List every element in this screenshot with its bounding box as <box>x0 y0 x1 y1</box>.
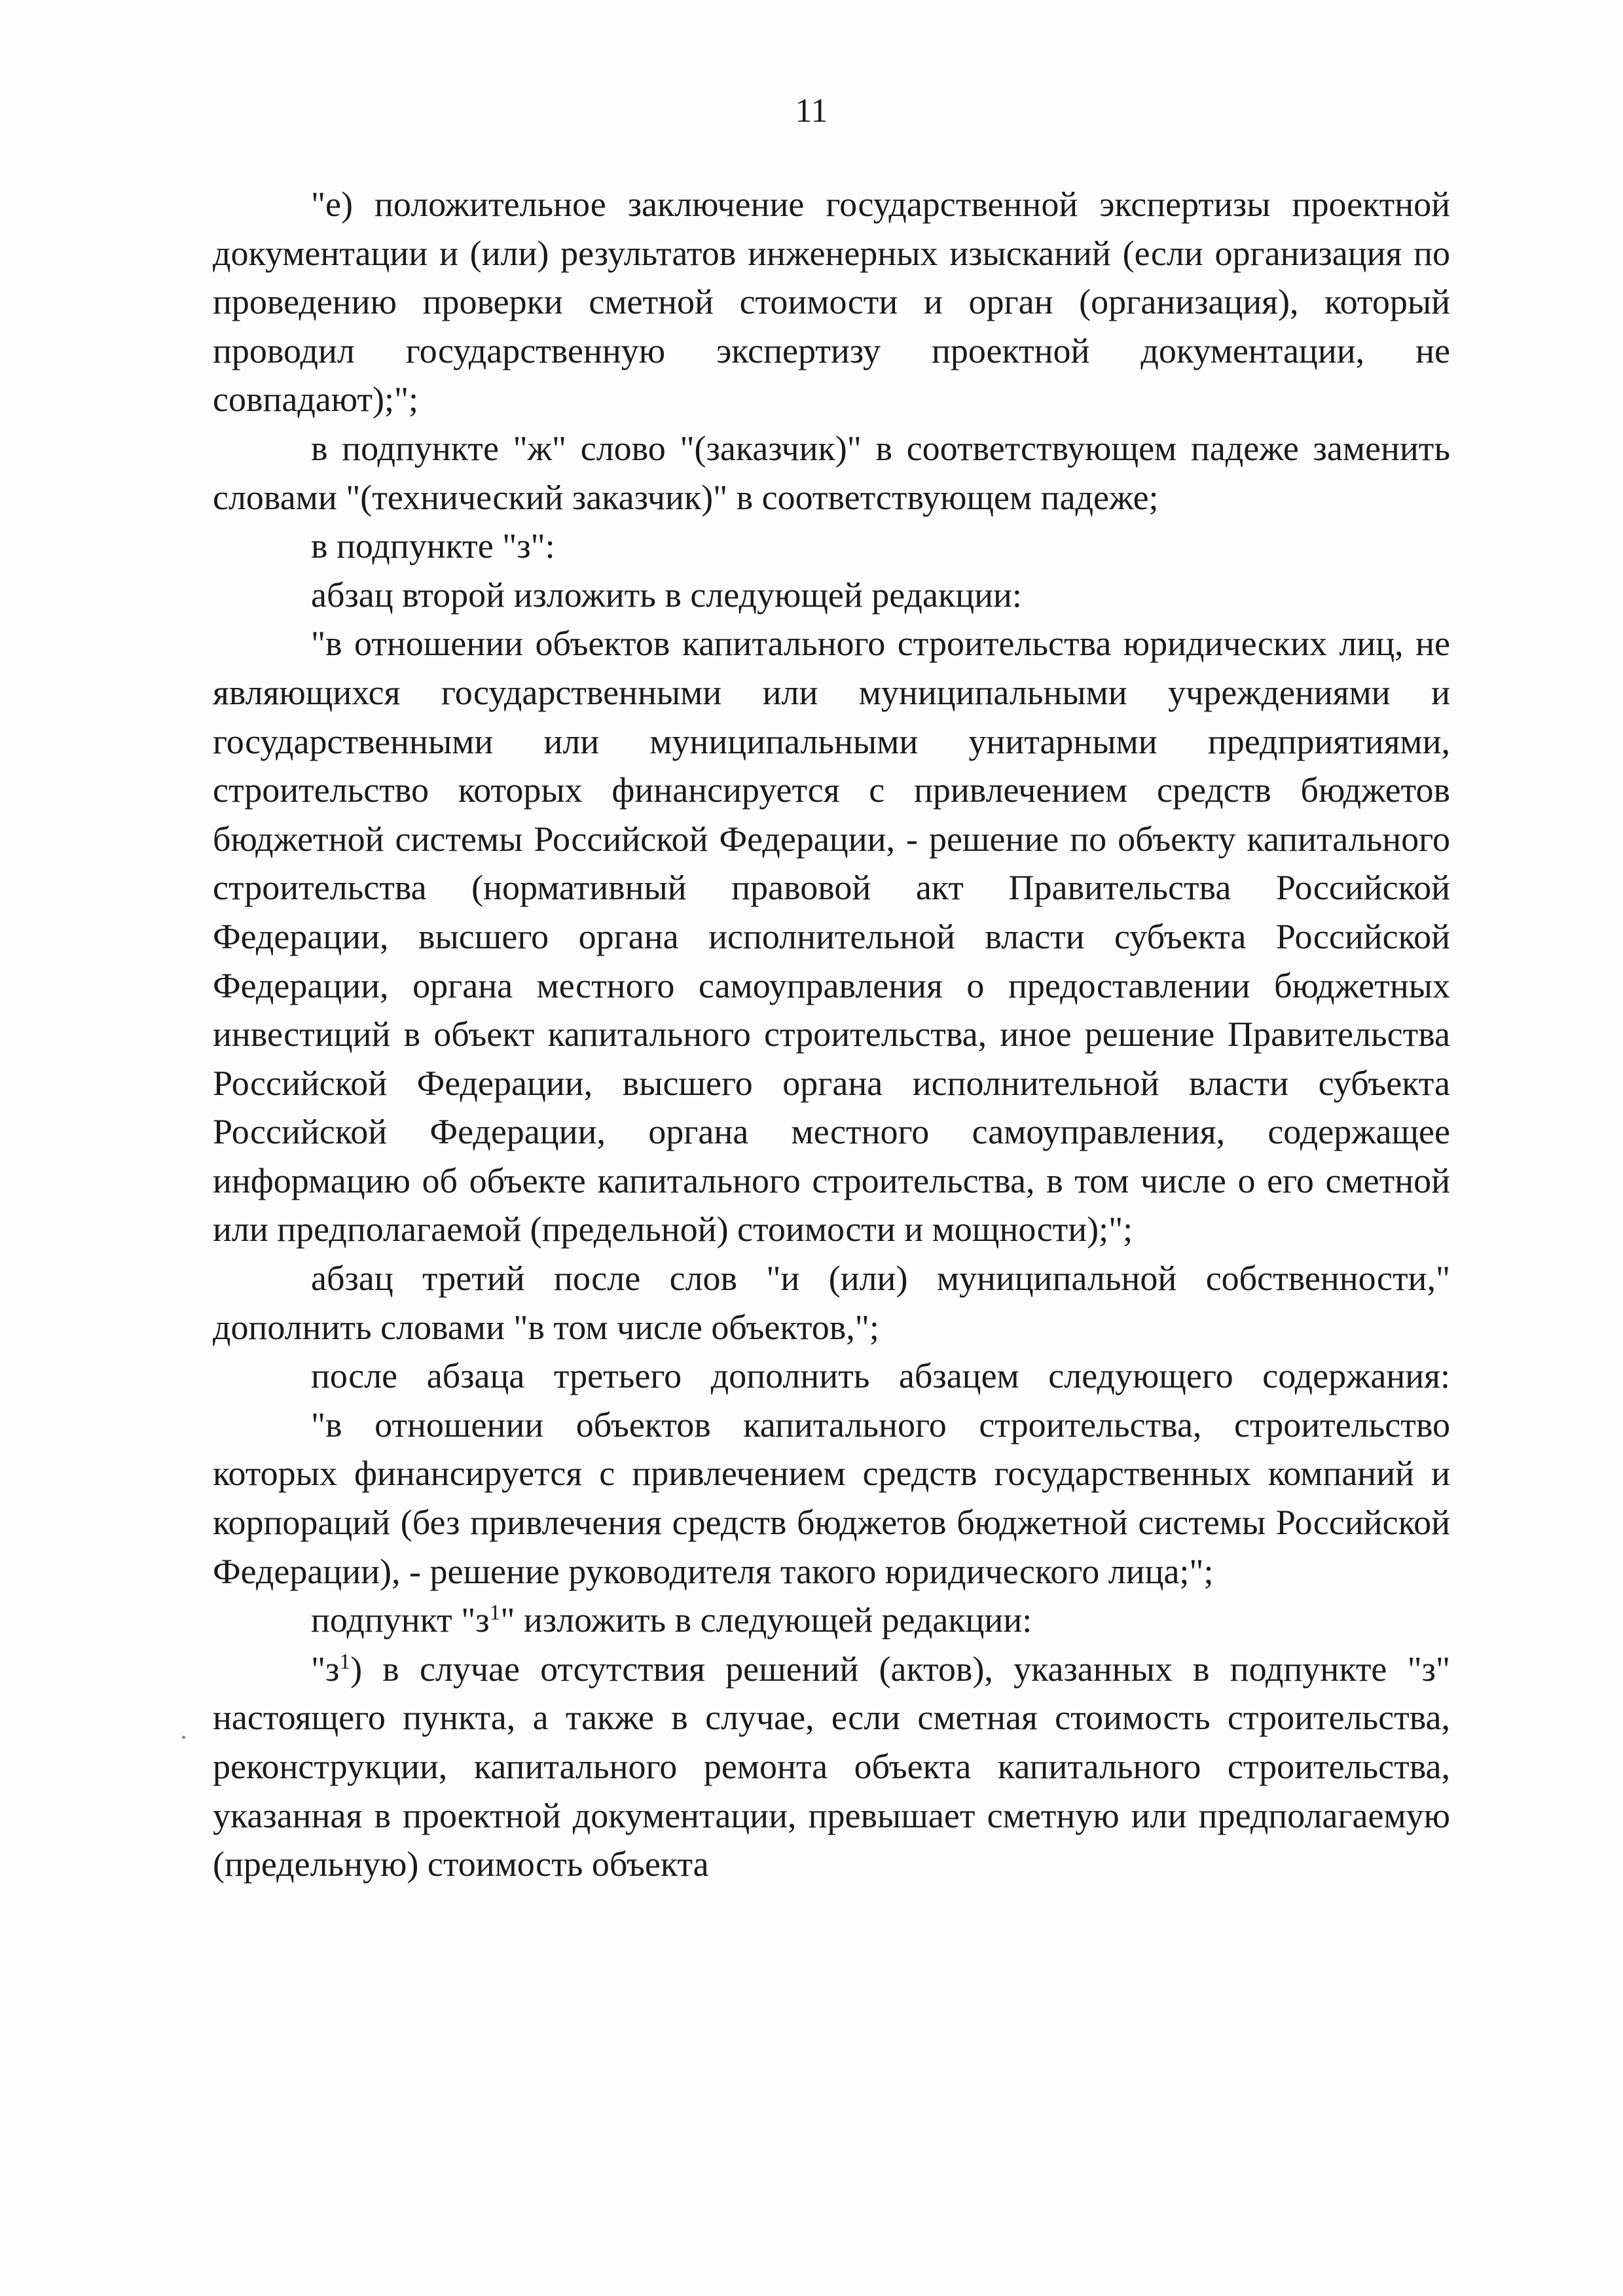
text-segment: ) в случае отсутствия решений (актов), указанных в подпункте "з" настоящего пункта, а также в случае, если сметная стоимость строительства, реконструкции, капитального ремонта объекта капитального строительства, указанная в проектной документации, превышает сметную или предполагаемую (предельную) стоимость объекта <box>213 1649 1450 1884</box>
paragraph-legal-entities: "в отношении объектов капитального строительства юридических лиц, не являющихся государственными или муниципальными учреждениями и государственными или муниципальными унитарными предприятиями, строительство которых финансируется с привлечением средств бюджетов бюджетной системы Российской Федерации, - решение по объекту капитального строительства (нормативный правовой акт Правительства Российской Федерации, высшего органа исполнительной власти субъекта Российской Федерации, органа местного самоуправления о предоставлении бюджетных инвестиций в объект капитального строительства, иное решение Правительства Российской Федерации, высшего органа исполнительной власти субъекта Российской Федерации, органа местного самоуправления, содержащее информацию об объекте капитального строительства, в том числе о его сметной или предполагаемой (предельной) стоимости и мощности);"; <box>213 624 1450 1249</box>
paragraph-abzac-third: абзац третий после слов "и (или) муниципальной собственности," дополнить словами "в том числе объектов,"; <box>213 1259 1450 1347</box>
paragraph-add-abzac: после абзаца третьего дополнить абзацем следующего содержания: <box>311 1356 1450 1396</box>
paragraph-abzac-second: абзац второй изложить в следующей редакции: <box>311 575 1022 615</box>
superscript: 1 <box>489 1600 501 1625</box>
paragraph-e-expertise: "е) положительное заключение государственной экспертизы проектной документации и (или) результатов инженерных изысканий (если организация по проведению проверки сметной стоимости и орган (организация), который проводил государственную экспертизу проектной документации, не совпадают);"; <box>213 185 1450 420</box>
superscript: 1 <box>339 1649 351 1674</box>
text-segment: " изложить в следующей редакции: <box>500 1600 1032 1640</box>
paragraph-subitem-zh: в подпункте "ж" слово "(заказчик)" в соответствующем падеже заменить словами "(технический заказчик)" в соответствующем падеже; <box>213 428 1450 517</box>
text-segment: подпункт "з <box>311 1600 490 1640</box>
document-body <box>213 180 1450 1889</box>
paragraph-subitem-z1 <box>213 1596 1450 1645</box>
paragraph-z1-text <box>213 1645 1450 1889</box>
page-number: 11 <box>795 92 828 130</box>
text-segment: "з <box>311 1649 340 1689</box>
scan-speck <box>182 1736 185 1739</box>
paragraph-subitem-z-intro: в подпункте "з": <box>311 526 555 566</box>
paragraph-state-companies: "в отношении объектов капитального строительства, строительство которых финансируется с привлечением средств государственных компаний и корпораций (без привлечения средств бюджетов бюджетной системы Российской Федерации), - решение руководителя такого юридического лица;"; <box>213 1405 1450 1591</box>
